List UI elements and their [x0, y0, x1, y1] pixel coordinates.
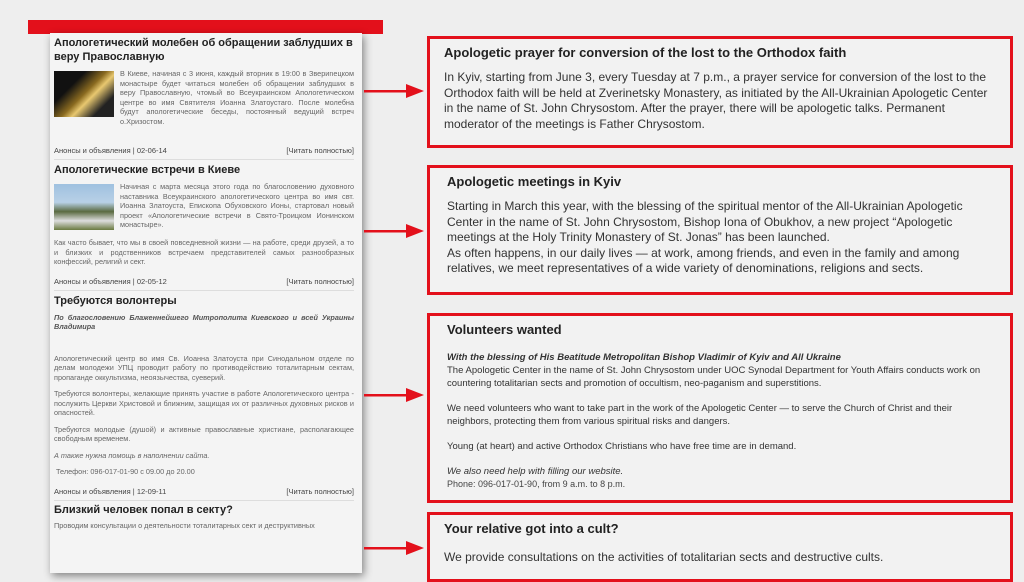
translation-title: Volunteers wanted: [447, 322, 562, 337]
translation-box-cult: [427, 512, 1013, 582]
article-title[interactable]: Апологетические встречи в Киеве: [54, 164, 241, 176]
translation-box-meetings: [427, 165, 1013, 295]
translation-title: Your relative got into a cult?: [444, 521, 619, 536]
arrow-right-icon: [364, 541, 424, 555]
article-p3: Требуются молодые (душой) и активные православные христиане, располагающее свободным временем.: [54, 424, 354, 443]
russian-news-screenshot: [50, 33, 362, 573]
article-title[interactable]: Требуются волонтеры: [54, 294, 177, 307]
article-phone: Телефон: 096-017-01-90 с 09.00 до 20.00: [56, 467, 195, 476]
translation-phone: Phone: 096-017-01-90, from 9 a.m. to 8 p.m.: [447, 479, 626, 489]
article-date: 02-06-14: [136, 146, 167, 155]
article-image: [54, 184, 114, 230]
arrow-right-icon: [364, 224, 424, 238]
article-p2: Требуются волонтеры, желающие принять участие в работе Апологетического центра - послужить Церкви Христовой и ближним, защищая их от различных духовных рисков и опасностей.: [54, 389, 354, 417]
translation-title: Apologetic prayer for conversion of the lost to the Orthodox faith: [444, 45, 847, 60]
read-more-link[interactable]: [Читать полностью]: [286, 146, 354, 155]
article-title[interactable]: Близкий человек попал в секту?: [54, 503, 233, 516]
translation-box-volunteers: [427, 313, 1013, 503]
article-p1: Апологетический центр во имя Св. Иоанна Златоуста при Синодальном отделе по делам молодежи УПЦ проводит работу по противодействию тоталитарным сектам, пропаганде оккультизма, неоязычества, суеверий.: [54, 353, 354, 382]
translation-body: We provide consultations on the activities of totalitarian sects and destructive cults.: [444, 550, 884, 564]
article-volunteers: Требуются волонтеры По благословению Блаженнейшего Митрополита Киевского и всей Украины Владимира Апологетический центр во имя Св. Иоанна Златоуста при Синодальном отделе по делам молодежи УПЦ проводит работу по противодействию тоталитарным сектам, пропаганде оккультизма, неоязычества, суеверий. Требуются волонтеры, желающие принять участие в работе Апологетического центра - послужить Церкви Христовой и ближним, защищая их от различных духовных рисков и опасностей. Требуются молодые (душой) и активные православные христиане, располагающее свободным временем. А также нужна помощь в наполнении сайта. Телефон: 096-017-01-90 с 09.00 до 20.00 Анонсы и объявления | 12-09-11 [Читать полностью]: [54, 294, 354, 501]
article-body: Начиная с марта месяца этого года по благословению духовного наставника Всеукраинского апологетического центра во имя свт. Иоанна Златоуста, Епископа Обуховского Ионы, стартовал новый проект «Апологетические встречи в Свято-Троицком Ионинском монастыре».: [120, 182, 354, 229]
translation-box-prayer: [427, 36, 1013, 148]
translation-p1: The Apologetic Center in the name of St. John Chrysostom under UOC Synodal Department for Youth Affairs conducts work on countering totalitarian sects and promotion of occultism, neo-paganism and superstitions.: [447, 365, 981, 389]
article-category[interactable]: Анонсы и объявления: [54, 486, 131, 496]
article-category[interactable]: Анонсы и объявления: [54, 276, 131, 286]
translation-p4: We also need help with filling our website.: [447, 466, 624, 477]
article-meetings: Апологетические встречи в Киеве Начиная с марта месяца этого года по благословению духовного наставника Всеукраинского апологетического центра во имя свт. Иоанна Златоуста, Епископа Обуховского Ионы, стартовал новый проект «Апологетические встречи в Свято-Троицком Ионинском монастыре». Как часто бывает, что мы в своей повседневной жизни — на работе, среди друзей, а то и близких и родственников встречаем представителей самых разнообразных конфессий, религий и сект. Анонсы и объявления | 02-05-12 [Читать полностью]: [54, 163, 354, 291]
article-date: 02-05-12: [136, 276, 167, 286]
translation-p3: Young (at heart) and active Orthodox Christians who have free time are in demand.: [447, 441, 797, 452]
article-title[interactable]: Апологетический молебен об обращении заблудших в веру Православную: [54, 37, 353, 63]
read-more-link[interactable]: [Читать полностью]: [286, 486, 354, 496]
article-image: [54, 71, 114, 117]
article-category[interactable]: Анонсы и объявления: [54, 146, 131, 155]
article-lead: По благословению Блаженнейшего Митрополита Киевского и всей Украины Владимира: [54, 312, 354, 331]
arrow-right-icon: [364, 84, 424, 98]
translation-title: Apologetic meetings in Kyiv: [447, 174, 622, 189]
translation-p2: We need volunteers who want to take part in the work of the Apologetic Center — to serve the Church of Christ and their neighbors, protecting them from various spiritual risks and dangers.: [447, 403, 953, 427]
article-body: В Киеве, начиная с 3 июня, каждый вторник в 19:00 в Звериnецком монастыре будет читаться молебен об обращении заблудших в веру Православную, чтомый во Всеукраинском Апологетическом центре во имя Святителя Иоанна Златоустаго. После молебна будут апологетические беседы, постоянный ведущий встреч о.Хризостом.: [120, 69, 354, 126]
translation-lead: With the blessing of His Beatitude Metropolitan Bishop Vladimir of Kyiv and All Ukraine: [447, 352, 841, 363]
article-date: 12-09-11: [136, 486, 167, 496]
article-p4: А также нужна помощь в наполнении сайта.: [54, 450, 210, 460]
translation-body-2: As often happens, in our daily lives — at work, among friends, and even in the family and among relatives, we meet representatives of a wide variety of denominations, religions and sects.: [447, 245, 960, 275]
read-more-link[interactable]: [Читать полностью]: [286, 276, 354, 286]
article-body: Проводим консультации о деятельности тоталитарных сект и деструктивных: [54, 520, 315, 530]
translation-body: Starting in March this year, with the blessing of the spiritual mentor of the All-Ukrainian Apologetic Center in the name of St. John Chrysostom, Bishop Iona of Obukhov, a new project “Apologetic meetings at the Holy Trinity Monastery of St. Jonas” has been launched.: [447, 199, 963, 244]
arrow-right-icon: [364, 388, 424, 402]
article-cult: [54, 504, 354, 531]
article-body-2: Как часто бывает, что мы в своей повседневной жизни — на работе, среди друзей, а то и близких и родственников встречаем представителей самых разнообразных конфессий, религий и сект.: [54, 238, 354, 266]
red-accent-bar: [28, 20, 383, 34]
translation-body: In Kyiv, starting from June 3, every Tuesday at 7 p.m., a prayer service for conversion of the lost to the Orthodox faith will be held at Zverinetsky Monastery, as initiated by the All-Ukrainian Apologetic Center in the name of St. John Chrysostom. After the prayer, there will be apologetic talks. Permanent moderator of the meetings is Father Chrysostom.: [444, 70, 988, 131]
article-prayer: Апологетический молебен об обращении заблудших в веру Православную В Киеве, начиная с 3 июня, каждый вторник в 19:00 в Звериnецком монастыре будет читаться молебен об обращении заблудших в веру Православную, чтомый во Всеукраинском Апологетическом центре во имя Святителя Иоанна Златоустаго. После молебна будут апологетические беседы, постоянный ведущий встреч о.Хризостом. Анонсы и объявления | 02-06-14 [Читать полностью]: [54, 36, 354, 160]
